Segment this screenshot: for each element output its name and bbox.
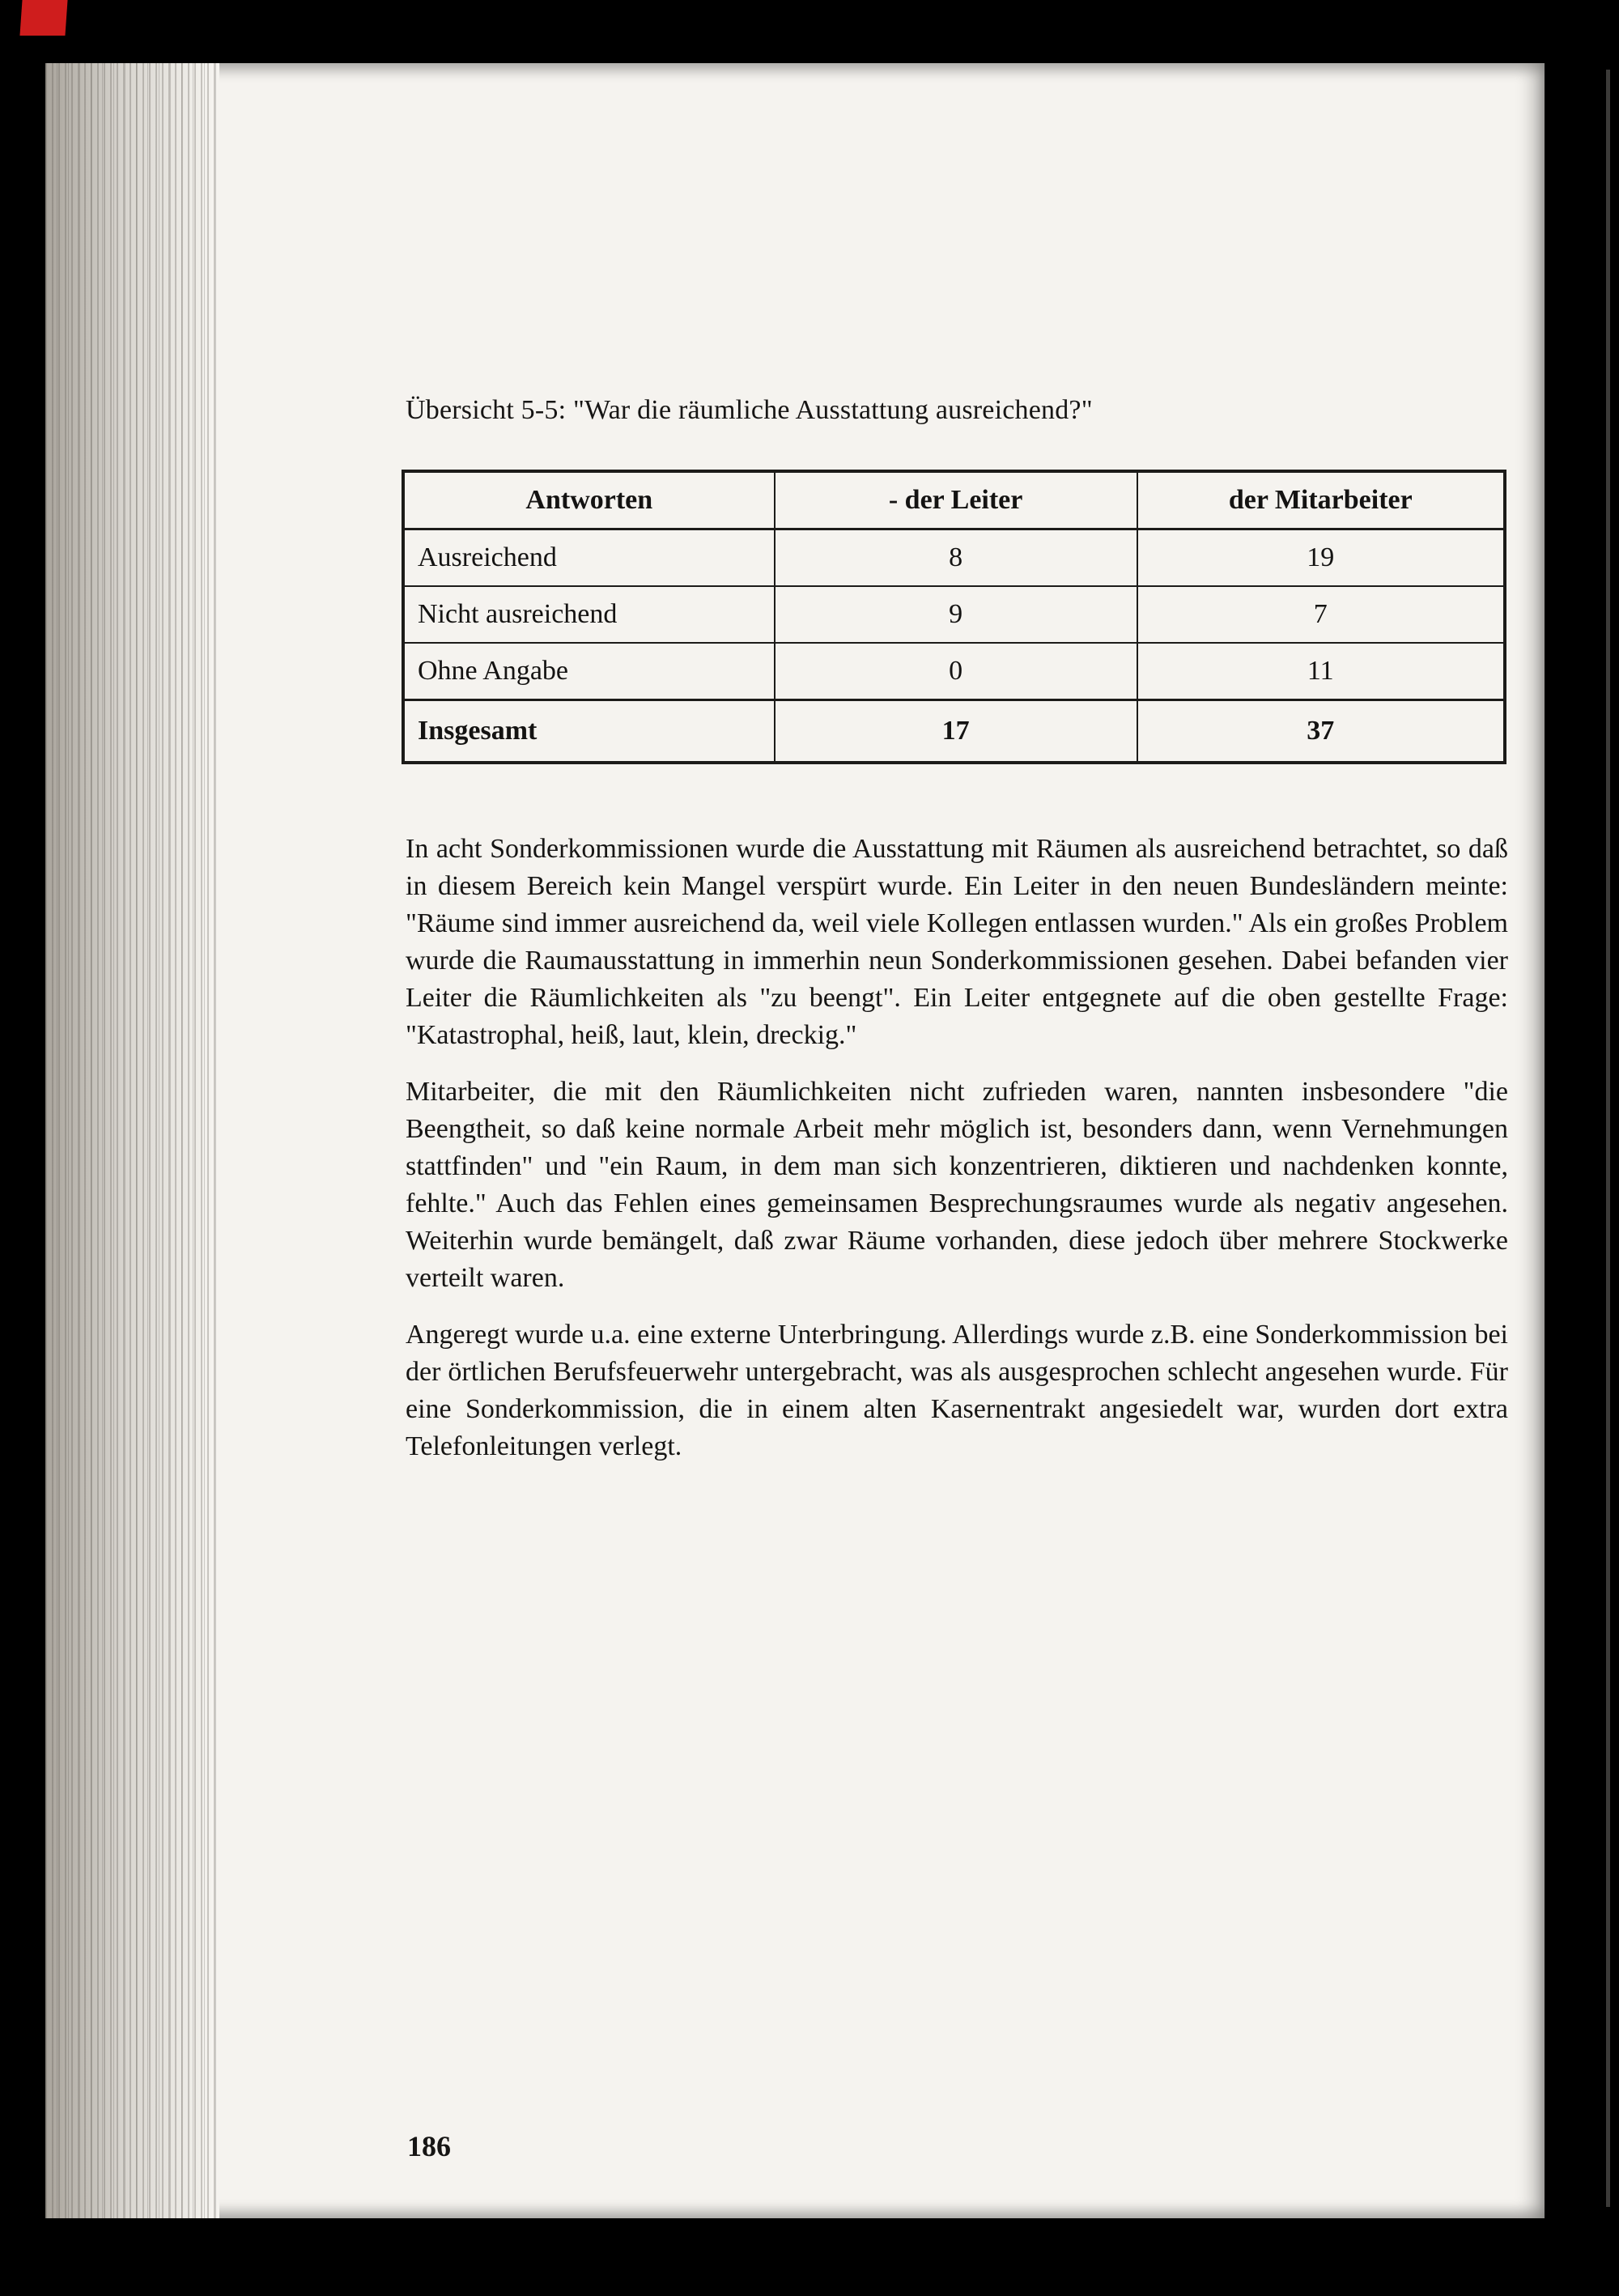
table-cell: 7 xyxy=(1137,586,1505,643)
page-content xyxy=(406,392,1508,1485)
table-caption: Übersicht 5-5: "War die räumliche Ausstattung ausreichend?" xyxy=(406,395,1093,425)
table-cell: 17 xyxy=(775,700,1137,763)
table-header-antworten: Antworten xyxy=(403,471,775,529)
table-row xyxy=(403,586,1505,643)
table-row xyxy=(403,529,1505,587)
survey-table xyxy=(402,470,1506,764)
adjacent-page-edge xyxy=(1606,70,1610,2207)
table-cell: 8 xyxy=(775,529,1137,587)
table-cell: Ohne Angabe xyxy=(403,643,775,700)
red-corner-mark xyxy=(19,0,67,36)
table-cell: 11 xyxy=(1137,643,1505,700)
table-cell: 19 xyxy=(1137,529,1505,587)
table-cell: 0 xyxy=(775,643,1137,700)
body-paragraph: Mitarbeiter, die mit den Räumlichkeiten nicht zufrieden waren, nannten insbesondere "die Beengtheit, so daß keine normale Arbeit mehr möglich ist, besonders dann, wenn Vernehmungen stattfinden" und "ein Raum, in dem man sich konzentrieren, diktieren und nachdenken konnte, fehlte." Auch das Fehlen eines gemeinsamen Besprechungsraumes wurde als negativ angesehen. Weiterhin wurde bemängelt, daß zwar Räume vorhanden, diese jedoch über mehrere Stockwerke verteilt waren. xyxy=(406,1077,1508,1293)
page-number: 186 xyxy=(407,2130,451,2162)
table-header-mitarbeiter: der Mitarbeiter xyxy=(1137,471,1505,529)
table-cell: 9 xyxy=(775,586,1137,643)
table-cell: Ausreichend xyxy=(403,529,775,587)
table-row xyxy=(403,643,1505,700)
scanned-page xyxy=(45,63,1545,2218)
table-header-leiter: - der Leiter xyxy=(775,471,1137,529)
table-header-row xyxy=(403,471,1505,529)
body-paragraph: Angeregt wurde u.a. eine externe Unterbringung. Allerdings wurde z.B. eine Sonderkommission bei der örtlichen Berufsfeuerwehr untergebracht, was als ausgesprochen schlecht angesehen wurde. Für eine Sonderkommission, die in einem alten Kasernentrakt angesiedelt war, wurden dort extra Telefonleitungen verlegt. xyxy=(406,1320,1508,1461)
table-cell: 37 xyxy=(1137,700,1505,763)
body-paragraph: In acht Sonderkommissionen wurde die Ausstattung mit Räumen als ausreichend betrachtet, so daß in diesem Bereich kein Mangel verspürt wurde. Ein Leiter in den neuen Bundesländern meinte: "Räume sind immer ausreichend da, weil viele Kollegen entlassen wurden." Als ein großes Problem wurde die Raumausstattung in immerhin neun Sonderkommissionen gesehen. Dabei befanden vier Leiter die Räumlichkeiten als "zu beengt". Ein Leiter entgegnete auf die oben gestellte Frage: "Katastrophal, heiß, laut, klein, dreckig." xyxy=(406,834,1508,1050)
table-total-row xyxy=(403,700,1505,763)
spacer xyxy=(406,764,1508,831)
book-spine-edge xyxy=(45,63,219,2218)
table-cell: Nicht ausreichend xyxy=(403,586,775,643)
table-cell: Insgesamt xyxy=(403,700,775,763)
